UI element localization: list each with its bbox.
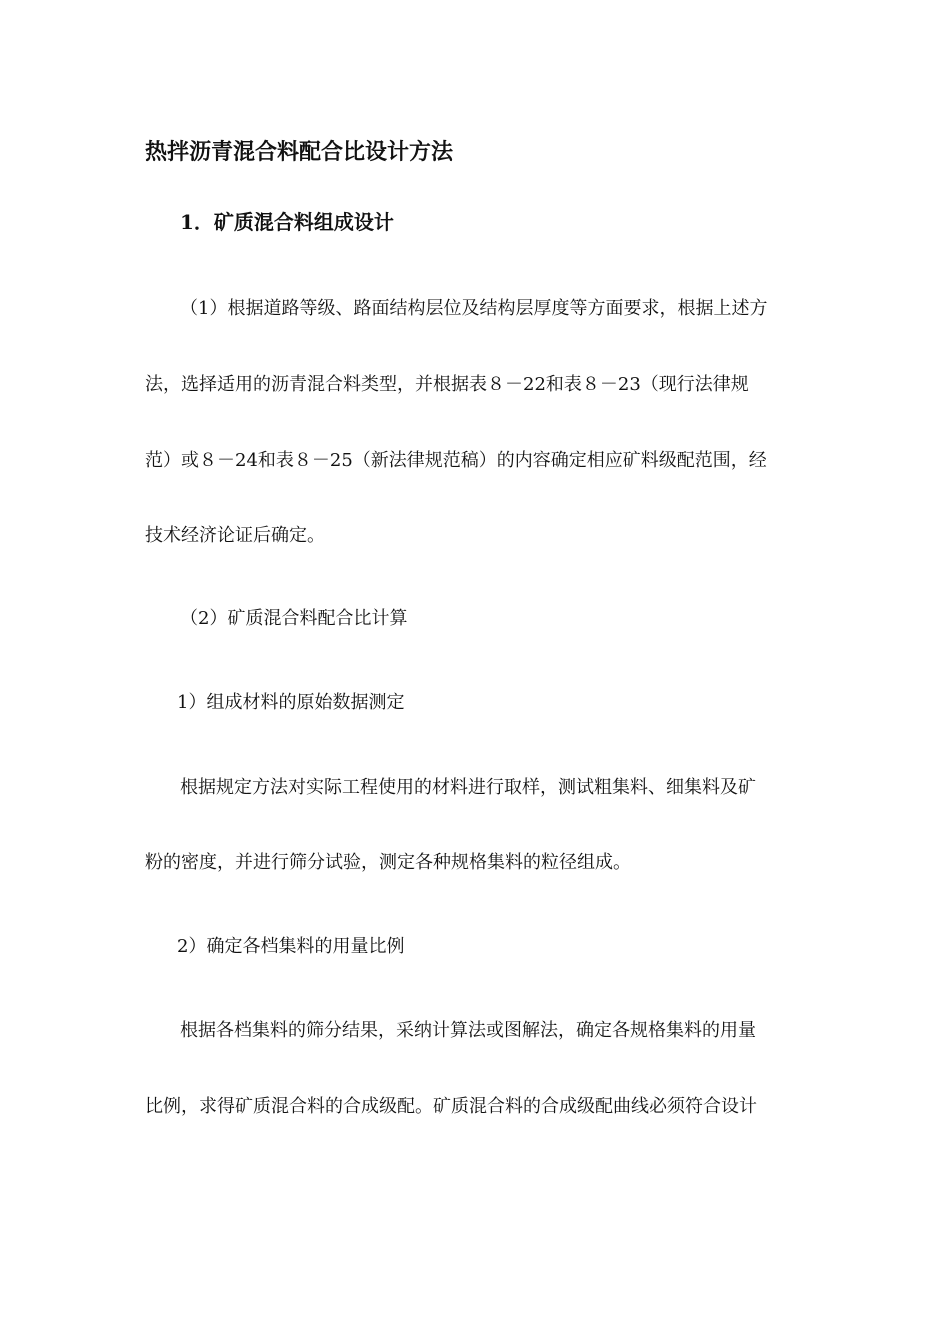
paragraph-2-line-2: 粉的密度，并进行筛分试验，测定各种规格集料的粒径组成。 bbox=[145, 852, 631, 873]
step-heading-2: 2）确定各档集料的用量比例 bbox=[177, 936, 405, 957]
paragraph-3-line-1: 根据各档集料的筛分结果，采纳计算法或图解法，确定各规格集料的用量 bbox=[180, 1020, 756, 1041]
section-heading-1: 1．矿质混合料组成设计 bbox=[180, 210, 394, 234]
paragraph-1-line-4: 技术经济论证后确定。 bbox=[145, 525, 325, 546]
paragraph-1-line-3: 范）或８－24和表８－25（新法律规范稿）的内容确定相应矿料级配范围，经 bbox=[145, 450, 767, 471]
document-title: 热拌沥青混合料配合比设计方法 bbox=[145, 139, 454, 165]
paragraph-1-line-2: 法，选择适用的沥青混合料类型，并根据表８－22和表８－23（现行法律规 bbox=[145, 374, 749, 395]
step-heading-1: 1）组成材料的原始数据测定 bbox=[177, 692, 405, 713]
paragraph-1-line-1: （1）根据道路等级、路面结构层位及结构层厚度等方面要求，根据上述方 bbox=[180, 298, 768, 319]
paragraph-2-line-1: 根据规定方法对实际工程使用的材料进行取样，测试粗集料、细集料及矿 bbox=[180, 777, 756, 798]
subsection-heading-2: （2）矿质混合料配合比计算 bbox=[180, 608, 408, 629]
paragraph-3-line-2: 比例，求得矿质混合料的合成级配。矿质混合料的合成级配曲线必须符合设计 bbox=[145, 1096, 757, 1117]
